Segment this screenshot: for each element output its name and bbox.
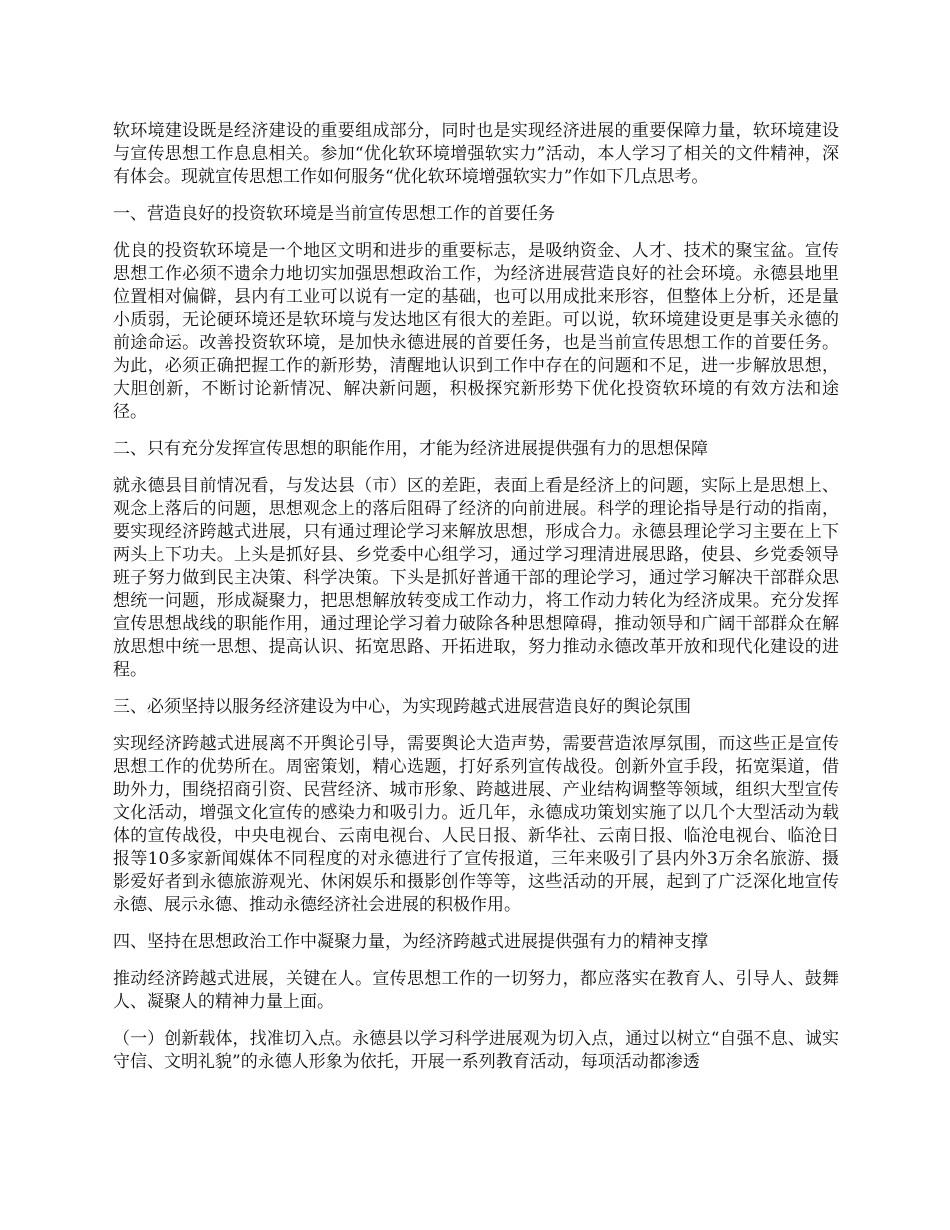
section-heading-2: 二、只有充分发挥宣传思想的职能作用，才能为经济进展提供强有力的思想保障 xyxy=(113,439,708,459)
section-3-paragraph: 实现经济跨越式进展离不开舆论引导，需要舆论大造声势，需要营造浓厚氛围，而这些正是宣传思想工作的优势所在。周密策划，精心选题，打好系列宣传战役。创新外宣手段，拓宽渠道，借助外力，围绕招商引资、民营经济、城市形象、跨越进展、产业结构调整等领域，组织大型宣传文化活动，增强文化宣传的感染力和吸引力。近几年，永德成功策划实施了以几个大型活动为载体的宣传战役，中央电视台、云南电视台、人民日报、新华社、云南日报、临沧电视台、临沧日报等10多家新闻媒体不同程度的对永德进行了宣传报道，三年来吸引了县内外3万余名旅游、摄影爱好者到永德旅游观光、休闲娱乐和摄影创作等等，这些活动的开展，起到了广泛深化地宣传永德、展示永德、推动永德经济社会进展的积极作用。 xyxy=(113,734,839,915)
section-2-paragraph: 就永德县目前情况看，与发达县（市）区的差距，表面上看是经济上的问题，实际上是思想上、观念上落后的问题，思想观念上的落后阻碍了经济的向前进展。科学的理论指导是行动的指南，要实现经济跨越式进展，只有通过理论学习来解放思想，形成合力。永德县理论学习主要在上下两头上下功夫。上头是抓好县、乡党委中心组学习，通过学习理清进展思路，使县、乡党委领导班子努力做到民主决策、科学决策。下头是抓好普通干部的理论学习，通过学习解决干部群众思想统一问题，形成凝聚力，把思想解放转变成工作动力，将工作动力转化为经济成果。充分发挥宣传思想战线的职能作用，通过理论学习着力破除各种思想障碍，推动领导和广阔干部群众在解放思想中统一思想、提高认识、拓宽思路、开拓进取，努力推动永德改革开放和现代化建设的进程。 xyxy=(113,476,839,680)
section-heading-3: 三、必须坚持以服务经济建设为中心，为实现跨越式进展营造良好的舆论氛围 xyxy=(113,697,691,717)
section-4-subparagraph-1: （一）创新载体，找准切入点。永德县以学习科学进展观为切入点，通过以树立“自强不息、诚实守信、文明礼貌”的永德人形象为依托，开展一系列教育活动，每项活动都渗透 xyxy=(113,1029,839,1072)
intro-paragraph: 软环境建设既是经济建设的重要组成部分，同时也是实现经济进展的重要保障力量，软环境建设与宣传思想工作息息相关。参加“优化软环境增强软实力”活动，本人学习了相关的文件精神，深有体会。现就宣传思想工作如何服务“优化软环境增强软实力”作如下几点思考。 xyxy=(113,121,839,187)
document-page xyxy=(113,120,839,1088)
section-heading-1: 一、营造良好的投资软环境是当前宣传思想工作的首要任务 xyxy=(113,204,555,224)
section-heading-4: 四、坚持在思想政治工作中凝聚力量，为经济跨越式进展提供强有力的精神支撑 xyxy=(113,932,708,952)
section-4-paragraph: 推动经济跨越式进展，关键在人。宣传思想工作的一切努力，都应落实在教育人、引导人、鼓舞人、凝聚人的精神力量上面。 xyxy=(113,969,839,1012)
section-1-paragraph: 优良的投资软环境是一个地区文明和进步的重要标志，是吸纳资金、人才、技术的聚宝盆。宣传思想工作必须不遗余力地切实加强思想政治工作，为经济进展营造良好的社会环境。永德县地里位置相对偏僻，县内有工业可以说有一定的基础，也可以用成批来形容，但整体上分析，还是量小质弱，无论硬环境还是软环境与发达地区有很大的差距。可以说，软环境建设更是事关永德的前途命运。改善投资软环境，是加快永德进展的首要任务，也是当前宣传思想工作的首要任务。为此，必须正确把握工作的新形势，清醒地认识到工作中存在的问题和不足，进一步解放思想，大胆创新，不断讨论新情况、解决新问题，积极探究新形势下优化投资软环境的有效方法和途径。 xyxy=(113,241,839,422)
